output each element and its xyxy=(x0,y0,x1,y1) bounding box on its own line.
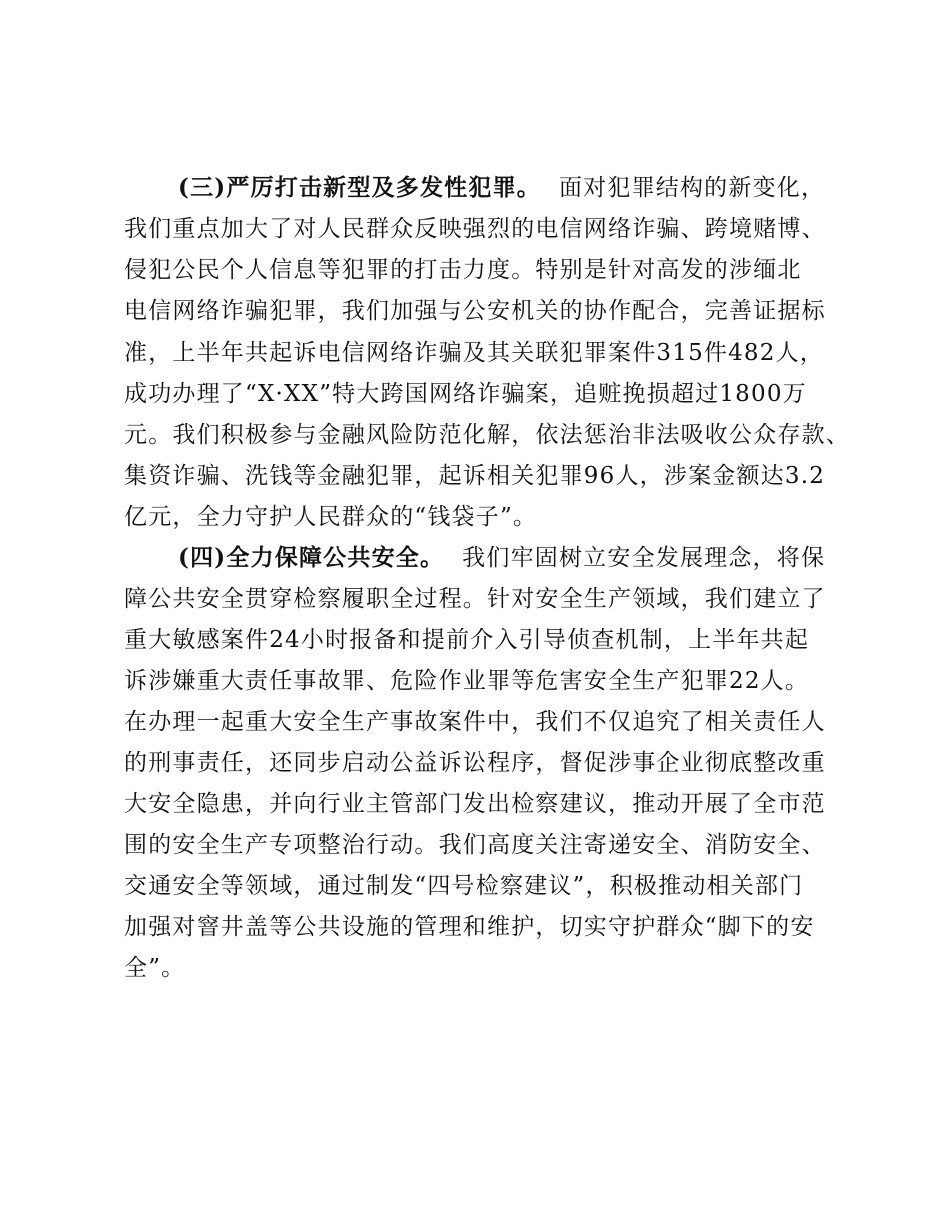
paragraph-2-line-3: 重大敏感案件24小时报备和提前介入引导侦查机制，上半年共起 xyxy=(124,627,810,653)
paragraph-1-line-9: 亿元，全力守护人民群众的“钱袋子”。 xyxy=(124,504,538,530)
paragraph-2-line-4: 诉涉嫌重大责任事故罪、危险作业罪等危害安全生产犯罪22人。 xyxy=(124,668,810,694)
paragraph-1-line-4: 电信网络诈骗犯罪，我们加强与公安机关的协作配合，完善证据标 xyxy=(124,298,826,324)
paragraph-1-line-8: 集资诈骗、洗钱等金融犯罪，起诉相关犯罪96人，涉案金额达3.2 xyxy=(124,463,826,489)
paragraph-2-line-1 xyxy=(178,542,825,574)
paragraph-1-line-1 xyxy=(178,172,825,204)
paragraph-1-heading: (三)严厉打击新型及多发性犯罪。 xyxy=(178,174,541,201)
paragraph-2-line-2: 障公共安全贯穿检察履职全过程。针对安全生产领域，我们建立了 xyxy=(124,586,826,612)
paragraph-1-line-2: 我们重点加大了对人民群众反映强烈的电信网络诈骗、跨境赌博、 xyxy=(124,216,826,242)
paragraph-2-line-10: 加强对窨井盖等公共设施的管理和维护，切实守护群众“脚下的安 xyxy=(124,914,815,940)
paragraph-2-text: 我们牢固树立安全发展理念，将保 xyxy=(462,545,826,571)
paragraph-2-line-6: 的刑事责任，还同步启动公益诉讼程序，督促涉事企业彻底整改重 xyxy=(124,750,826,776)
paragraph-2-line-8: 围的安全生产专项整治行动。我们高度关注寄递安全、消防安全、 xyxy=(124,832,826,858)
paragraph-2-heading: (四)全力保障公共安全。 xyxy=(178,544,445,571)
paragraph-2-line-7: 大安全隐患，并向行业主管部门发出检察建议，推动开展了全市范 xyxy=(124,791,826,817)
paragraph-2-line-9: 交通安全等领域，通过制发“四号检察建议”，积极推动相关部门 xyxy=(124,873,804,899)
paragraph-1-line-3: 侵犯公民个人信息等犯罪的打击力度。特别是针对高发的涉缅北 xyxy=(124,257,802,283)
paragraph-1-line-5: 准，上半年共起诉电信网络诈骗及其关联犯罪案件315件482人， xyxy=(124,340,824,366)
paragraph-1-line-7: 元。我们积极参与金融风险防范化解，依法惩治非法吸收公众存款、 xyxy=(124,422,850,448)
paragraph-1-text: 面对犯罪结构的新变化， xyxy=(558,175,826,201)
paragraph-2-line-5: 在办理一起重大安全生产事故案件中，我们不仅追究了相关责任人 xyxy=(124,709,826,735)
paragraph-2-line-11: 全”。 xyxy=(124,955,186,981)
paragraph-1-line-6: 成功办理了“X·XX”特大跨国网络诈骗案，追赃挽损超过1800万 xyxy=(124,381,807,407)
